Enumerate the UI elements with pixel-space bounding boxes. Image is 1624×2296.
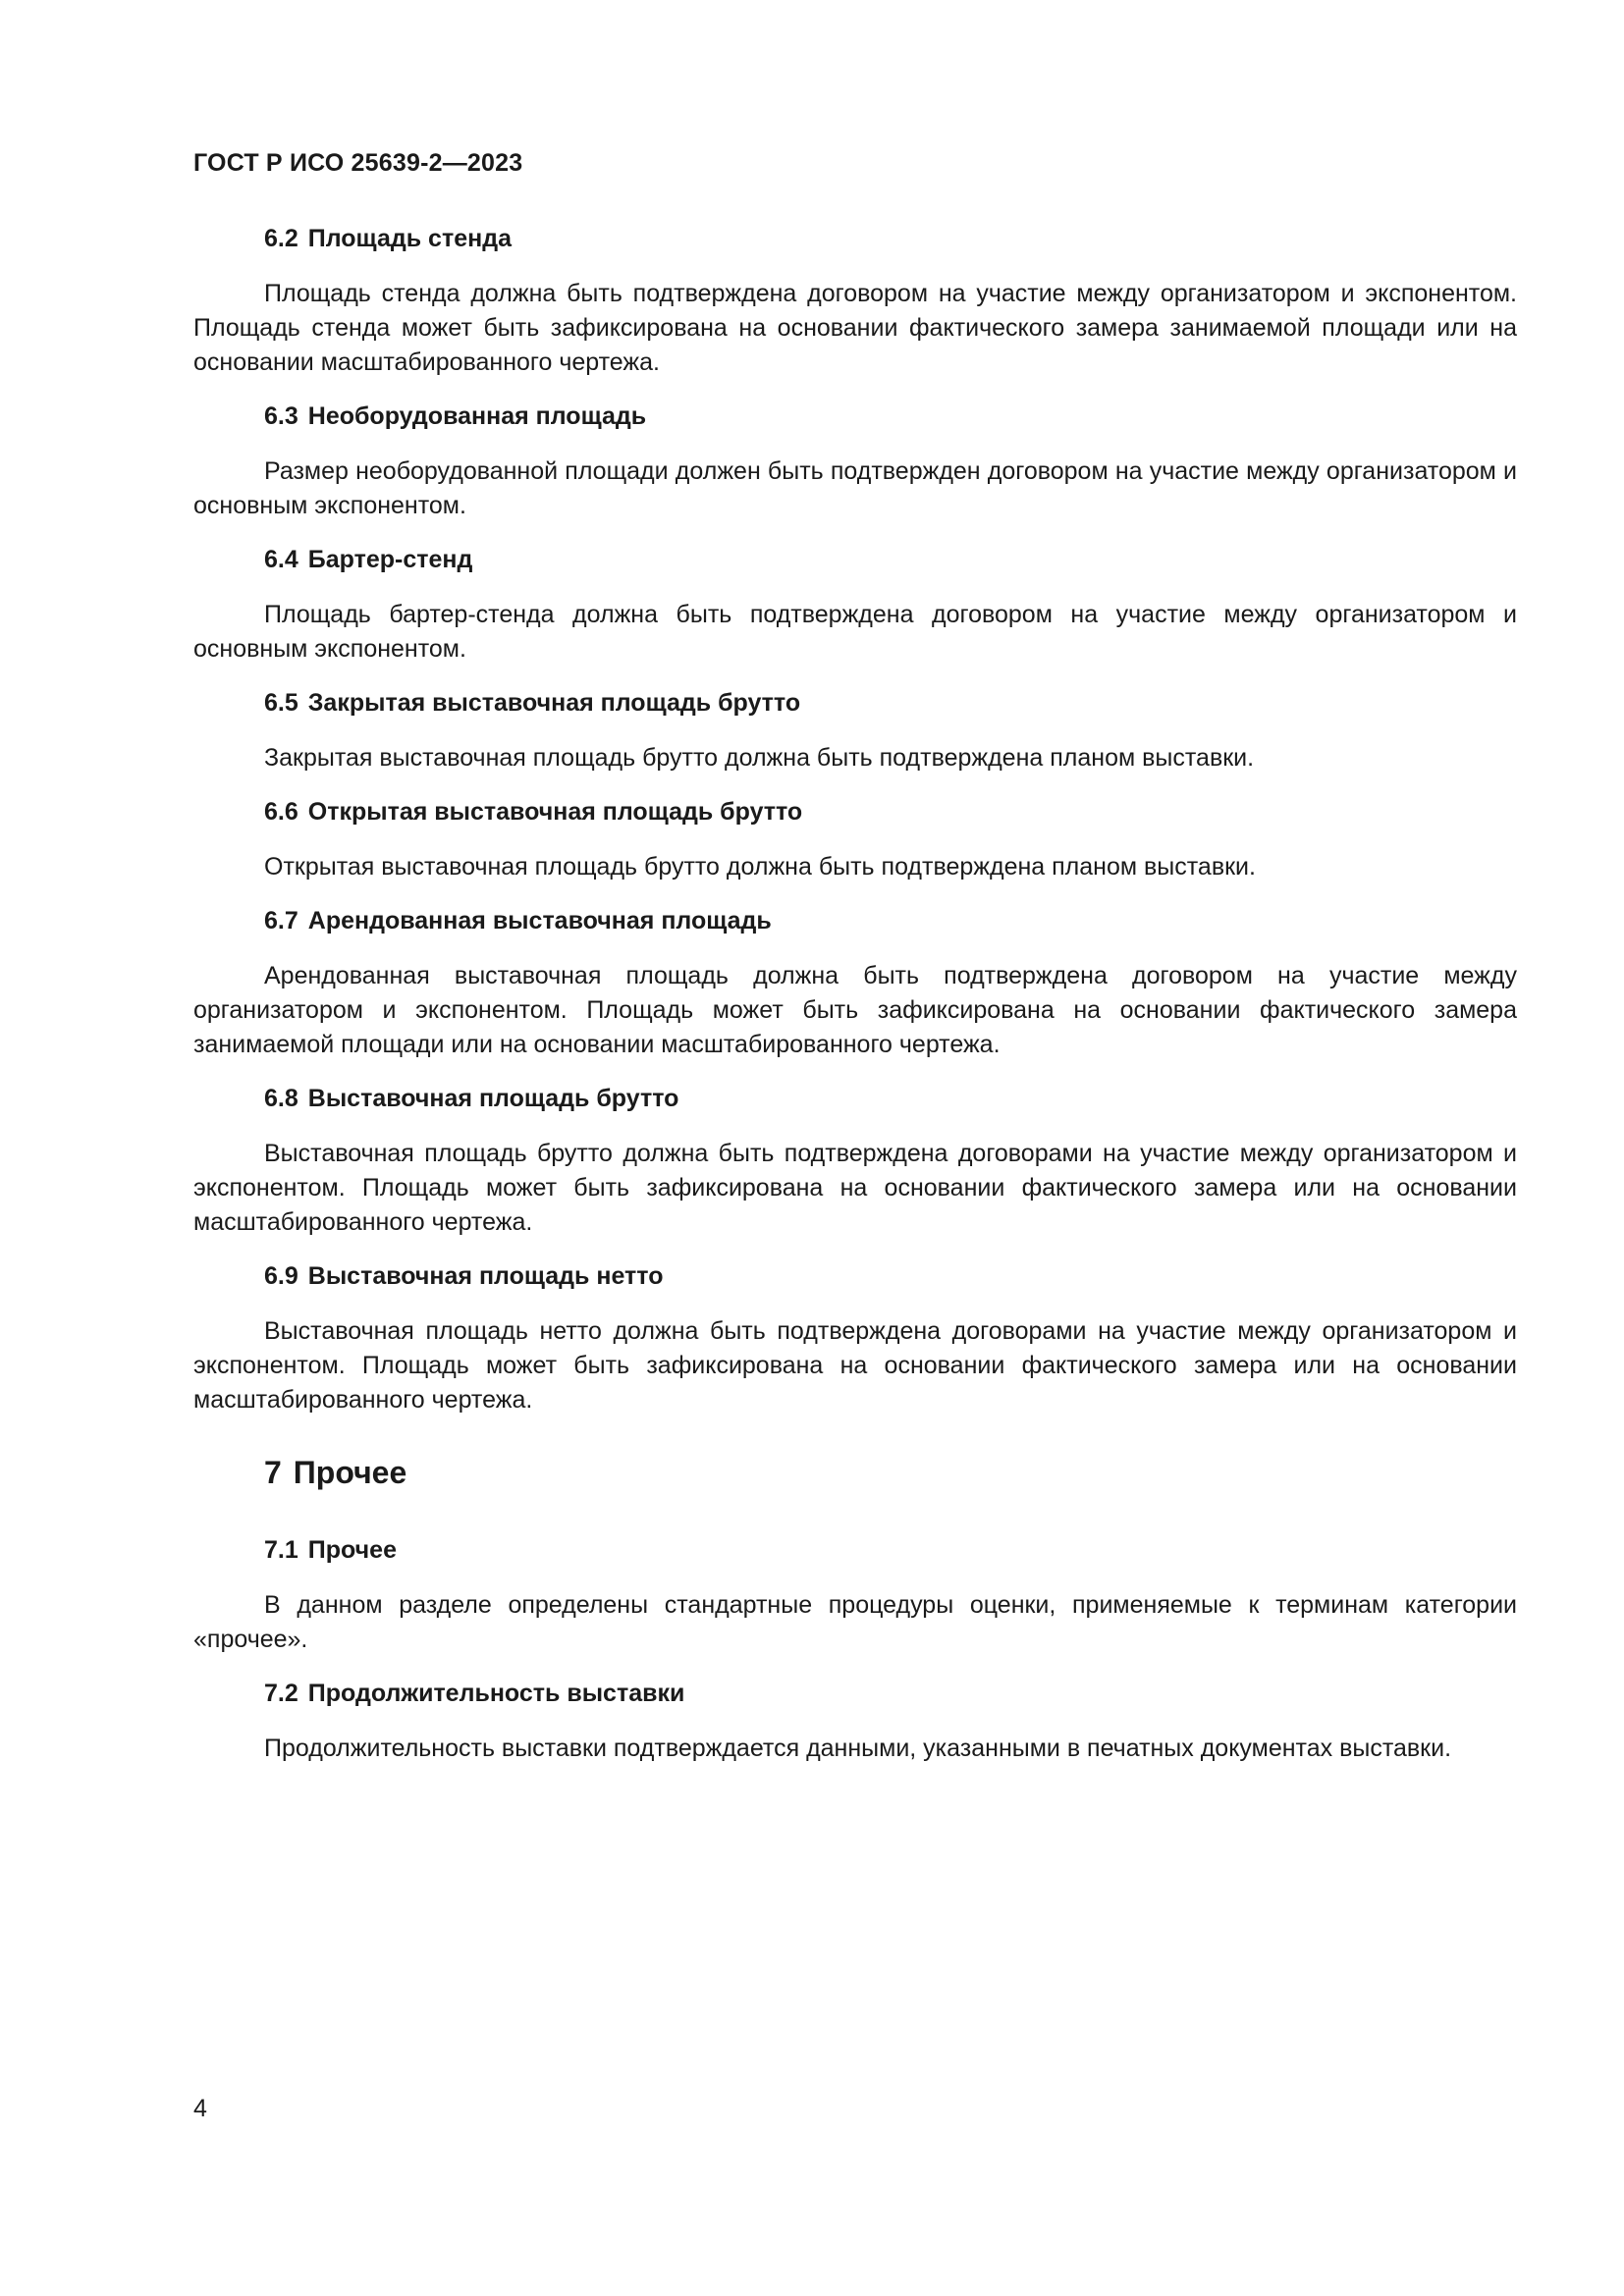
section-paragraph: Продолжительность выставки подтверждается данными, указанными в печатных документах выставки. [264,1735,1452,1762]
section-heading [264,1677,1517,1710]
section-number: 6.9 [264,1262,298,1290]
section-number: 6.2 [264,225,298,252]
section-title: Площадь стенда [307,225,512,252]
section-number: 6.8 [264,1085,298,1112]
section-title: Выставочная площадь нетто [307,1262,664,1290]
section-title: Бартер-стенд [307,546,473,573]
section-heading [264,686,1517,720]
document-header: ГОСТ Р ИСО 25639-2—2023 [193,149,523,177]
section-paragraph: Арендованная выставочная площадь должна быть подтверждена договором на участие между организатором и экспонентом. Площадь может быть зафиксирована на основании фактического замера занимаемой площади или на основании масштабированного чертежа. [193,962,1517,1058]
section-paragraph: Площадь стенда должна быть подтверждена договором на участие между организатором и экспонентом. Площадь стенда может быть зафиксирована на основании фактического замера занимаемой площади или на основании масштабированного чертежа. [193,280,1517,376]
section-title: Выставочная площадь брутто [307,1085,679,1112]
section-paragraph: Закрытая выставочная площадь брутто должна быть подтверждена планом выставки. [264,744,1255,772]
section-number: 7.1 [264,1536,298,1564]
chapter-number: 7 [264,1455,282,1490]
section-heading [264,1082,1517,1115]
document-body [193,222,1517,1786]
chapter-heading [264,1453,1517,1492]
section-title: Открытая выставочная площадь брутто [307,798,803,826]
section-number: 7.2 [264,1680,298,1707]
section-heading [264,795,1517,828]
section-heading [264,1259,1517,1293]
section-heading [264,222,1517,255]
section-paragraph: Выставочная площадь брутто должна быть подтверждена договорами на участие между организатором и экспонентом. Площадь может быть зафиксирована на основании фактического замера или на основании масштабированного чертежа. [193,1140,1517,1236]
section-heading [264,1533,1517,1567]
section-title: Арендованная выставочная площадь [307,907,772,934]
section-title: Необорудованная площадь [307,402,647,430]
section-heading [264,543,1517,576]
section-heading [264,400,1517,433]
section-heading [264,904,1517,937]
section-number: 6.7 [264,907,298,934]
chapter-title: Прочее [293,1455,407,1490]
section-paragraph: Выставочная площадь нетто должна быть подтверждена договорами на участие между организатором и экспонентом. Площадь может быть зафиксирована на основании фактического замера или на основании масштабированного чертежа. [193,1317,1517,1414]
section-paragraph: Размер необорудованной площади должен быть подтвержден договором на участие между организатором и основным экспонентом. [193,457,1517,519]
section-title: Прочее [307,1536,397,1564]
section-title: Продолжительность выставки [307,1680,685,1707]
section-paragraph: Площадь бартер-стенда должна быть подтверждена договором на участие между организатором и основным экспонентом. [193,601,1517,663]
page-number: 4 [193,2095,207,2122]
section-paragraph: В данном разделе определены стандартные процедуры оценки, применяемые к терминам категории «прочее». [193,1591,1517,1653]
section-number: 6.4 [264,546,298,573]
section-title: Закрытая выставочная площадь брутто [307,689,801,717]
section-paragraph: Открытая выставочная площадь брутто должна быть подтверждена планом выставки. [264,853,1256,881]
section-number: 6.5 [264,689,298,717]
section-number: 6.3 [264,402,298,430]
section-number: 6.6 [264,798,298,826]
